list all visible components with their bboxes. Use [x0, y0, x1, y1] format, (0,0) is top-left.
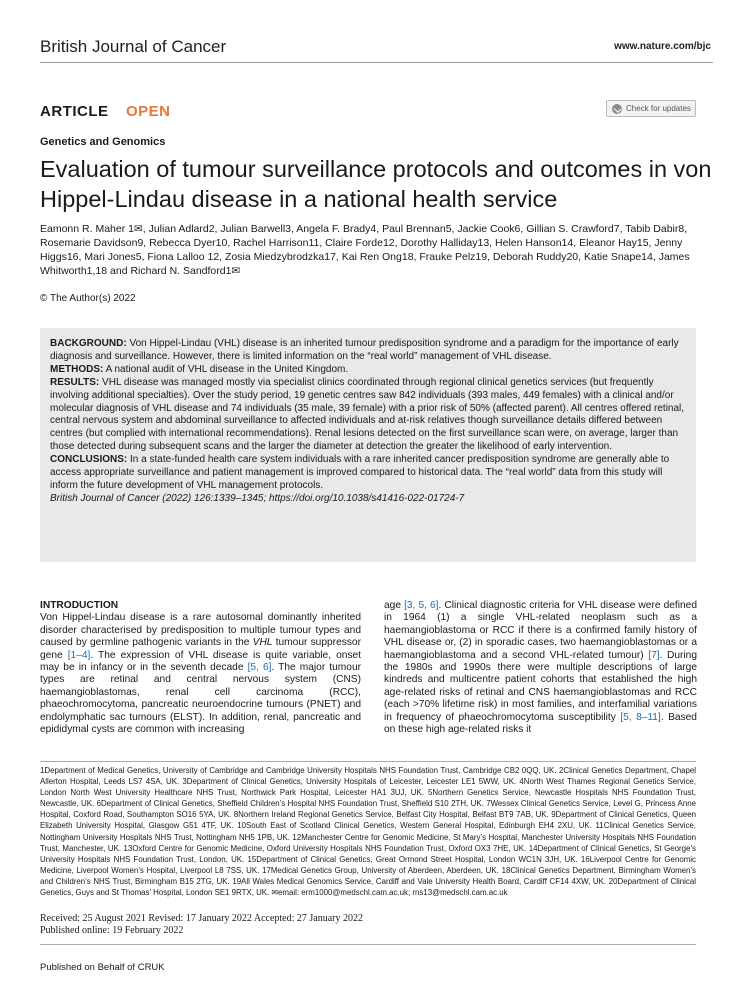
header-divider	[40, 62, 713, 63]
intro-paragraph: Von Hippel-Lindau disease is a rare autosomal dominantly inherited disorder characterised by predisposition to multiple tumour types and caused by germline pathogenic variants in the VHL tumour suppressor gene [1–4]. The expression of VHL disease is quite variable, onset may be in infancy or in the seventh decade [5, 6]. The major tumour types are retinal and central nervous system (CNS) haemangioblastomas, renal cell carcinoma (RCC), phaeochromocytoma, pancreatic neuroendocrine tumours (PNET) and endolymphatic sac tumours (ELST). In addition, renal, pancreatic and epididymal cysts are common with increasing	[40, 612, 362, 736]
article-title: Evaluation of tumour surveillance protocols and outcomes in von Hippel-Lindau disease in a national health service	[40, 156, 712, 212]
update-check-icon	[612, 104, 622, 114]
intro-left-column	[40, 600, 361, 736]
abstract-methods: METHODS: A national audit of VHL disease in the United Kingdom.	[50, 363, 349, 375]
journal-url[interactable]: www.nature.com/bjc	[614, 41, 711, 52]
reference-link[interactable]: [5, 6]	[247, 662, 272, 674]
affiliations: 1Department of Medical Genetics, University of Cambridge and Cambridge University Hospitals NHS Foundation Trust, Cambridge CB2 0QQ, UK. 2Clinical Genetics Department, Chapel Allerton Hospital, Leeds LS7 4SA, UK. 3Department of Clinical Genetics, University Hospitals of Leicester, Leicester LE1 5WW, UK. 4North West Thames Regional Genetics Service, London North West University Healthcare NHS Trust, Northwick Park Hospital, Leicester HA1 3UJ, UK. 5Northern Genetics Service, Newcastle Hospitals NHS Foundation Trust, Newcastle, UK. 6Department of Clinical Genetics, Sheffield Children’s Hospital NHS Foundation Trust, Sheffield S10 2TH, UK. 7Wessex Clinical Genetics Service, Level G, Princess Anne Hospital, Coxford Road, Southampton SO16 5YA, UK. 8Northern Ireland Regional Genetics Service, Belfast City Hospital, Belfast BT9 7AB, UK. 9Department of Clinical Genetics, Queen Elizabeth University Hospital, Glasgow G51 4TF, UK. 10South East of Scotland Clinical Genetics, Western General Hospital, Edinburgh EH4 2XU, UK. 11Clinical Genetics Service, Nottingham University Hospitals NHS Trust, Nottingham NH5 1PB, UK. 12Manchester Centre for Genomic Medicine, St Mary’s Hospital, Manchester University Hospitals NHS Foundation Trust, Manchester, UK. 13Oxford Centre for Genomic Medicine, Oxford University Hospitals NHS Foundation Trust, Oxford OX3 7HE, UK. 14Department of Clinical Genetics, St George’s University Hospitals NHS Foundation Trust, London, UK. 15Department of Clinical Genetics, Great Ormond Street Hospital, London WC1N 3JH, UK. 16Liverpool Centre for Genomic Medicine, Liverpool Women’s Hospital, Liverpool L8 7SS, UK. 17Medical Genetics Group, University of Aberdeen, Aberdeen, UK. 18Clinical Genetics Department, Birmingham Women’s and Children’s NHS Trust, Birmingham B15 2TG, UK. 19All Wales Medical Genomics Service, Cardiff and Vale University Health Board, Cardiff CF14 4XW, UK. 20Department of Clinical Genetics, Guys and St Thomas’ Hospital, London SE1 9RTX, UK. ✉email: erm1000@medschl.cam.ac.uk; rns13@medschl.cam.ac.uk	[40, 766, 696, 898]
intro-paragraph-continued: age [3, 5, 6]. Clinical diagnostic criteria for VHL disease were defined in 1964 (1) a single VHL-related neoplasm such as a haemangioblastoma or RCC if there is a confirmed family history of VHL disease or, (2) in sporadic cases, two haemangioblastomas or a haemangioblastoma and a second VHL-related tumour) [7]. During the 1980s and 1990s there were multiple descriptions of large kindreds and multicentre patient cohorts that established the high age-related risks of retinal and CNS haemangioblastomas and RCC (each >70% lifetime risk) in most families, and interfamilial variations in frequency of phaeochromocytoma susceptibility [5, 8–11]. Based on these high age-related risks it	[384, 600, 698, 736]
open-access-label: OPEN	[126, 103, 171, 120]
reference-link[interactable]: [3, 5, 6]	[404, 600, 439, 611]
article-type: ARTICLE	[40, 103, 109, 120]
publication-dates	[40, 913, 363, 937]
abstract-background: BACKGROUND: Von Hippel-Lindau (VHL) disease is an inherited tumour predisposition syndrome and a paradigm for the importance of early diagnosis and surveillance. However, there is limited information on the “real world” management of VHL disease.	[50, 338, 679, 362]
publisher-note: Published on Behalf of CRUK	[40, 962, 165, 973]
received-dates: Received: 25 August 2021 Revised: 17 January 2022 Accepted: 27 January 2022	[40, 913, 363, 924]
abstract-box	[40, 328, 696, 562]
check-for-updates-button[interactable]	[606, 100, 696, 117]
intro-right-column	[384, 600, 697, 736]
intro-heading: INTRODUCTION	[40, 600, 119, 611]
reference-link[interactable]: [1–4]	[67, 649, 91, 661]
footer-divider	[40, 944, 696, 945]
abstract-conclusions: CONCLUSIONS: In a state-funded health care system individuals with a rare inherited cancer predisposition syndrome are generally able to access appropriate surveillance and patient management is improved compared to historical data. The “real world” data from this study will inform the future development of VHL management protocols.	[50, 454, 670, 491]
published-online-date: Published online: 19 February 2022	[40, 925, 184, 936]
copyright: © The Author(s) 2022	[40, 293, 136, 304]
author-list: Eamonn R. Maher 1✉, Julian Adlard2, Julian Barwell3, Angela F. Brady4, Paul Brennan5, Jackie Cook6, Gillian S. Crawford7, Tabib Dabir8, Rosemarie Davidson9, Rebecca Dyer10, Rachel Harrison11, Claire Forde12, Dorothy Halliday13, Helen Hanson14, Eleanor Hay15, Jenny Higgs16, Mari Jones5, Fiona Lalloo 12, Zosia Miedzybrodzka17, Kai Ren Ong18, Frauke Pelz19, Deborah Ruddy20, Katie Snape14, James Whitworth1,18 and Richard N. Sandford1✉	[40, 223, 690, 277]
reference-link[interactable]: [5, 8–11]	[620, 711, 661, 723]
affiliations-divider	[40, 761, 696, 762]
section-label: Genetics and Genomics	[40, 136, 166, 148]
citation[interactable]: British Journal of Cancer (2022) 126:1339–1345; https://doi.org/10.1038/s41416-022-01724-7	[50, 492, 465, 504]
reference-link[interactable]: [7]	[648, 649, 660, 661]
journal-name: British Journal of Cancer	[40, 37, 227, 56]
check-for-updates-label: Check for updates	[626, 104, 691, 113]
abstract-results: RESULTS: VHL disease was managed mostly via specialist clinics coordinated through regional clinical genetics services (but frequently involving additional specialties). Over the study period, 19 genetic centres saw 842 individuals (393 males, 449 females) with a clinical and/or molecular diagnosis of VHL disease and 74 individuals (35 male, 39 female) with a prior risk of 50% (affected parent). All centres offered retinal, central nervous system and abdominal surveillance to affected individuals and at-risk relatives though surveillance details differed between centres (but complied with international recommendations). Renal lesions detected on the first surveillance scan were, on average, larger than those detected during subsequent scans and the larger the diameter at detection the greater the likelihood of early intervention.	[50, 376, 685, 453]
